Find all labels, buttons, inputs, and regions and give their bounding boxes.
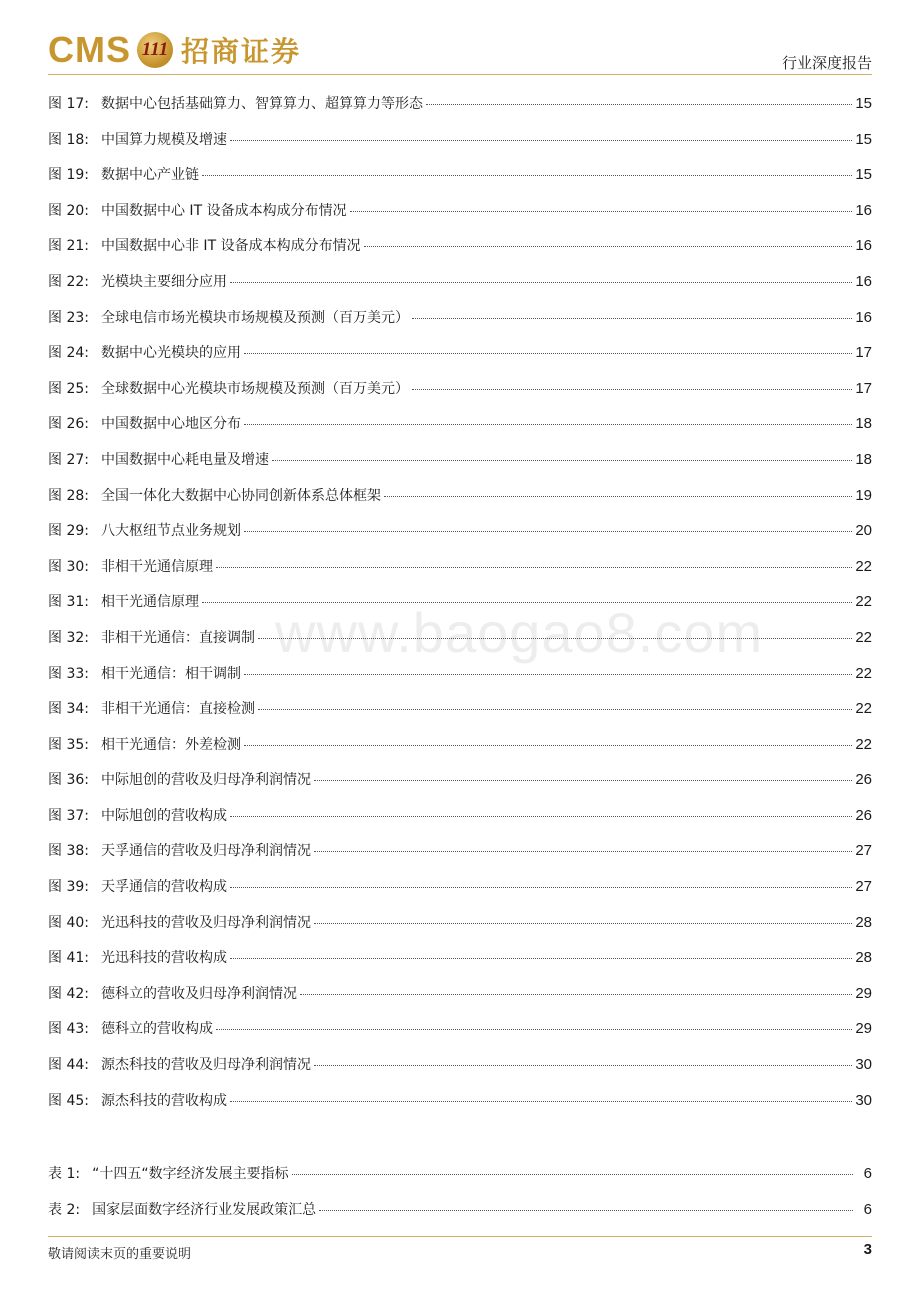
toc-entry[interactable] — [48, 663, 872, 699]
entry-page-number: 19 — [855, 486, 872, 504]
logo-latin-text: CMS — [48, 29, 131, 70]
toc-entry[interactable] — [48, 485, 872, 521]
entry-title: 中国数据中心 IT 设备成本构成分布情况 — [100, 202, 347, 219]
entry-label: 图 19: — [48, 167, 89, 184]
entry-title: “十四五“数字经济发展主要指标 — [92, 1166, 289, 1183]
entry-title: 源杰科技的营收及归母净利润情况 — [100, 1057, 311, 1074]
entry-label: 图 44: — [48, 1057, 89, 1074]
entry-page-number: 22 — [855, 557, 872, 575]
entry-label: 图 42: — [48, 985, 89, 1002]
entry-label: 表 1: — [48, 1166, 81, 1183]
entry-page-number: 18 — [855, 415, 872, 433]
table-of-contents — [48, 93, 872, 1234]
entry-title: 中际旭创的营收构成 — [100, 807, 227, 824]
entry-page-number: 27 — [855, 878, 872, 896]
entry-page-number: 30 — [855, 1056, 872, 1074]
dot-leader — [258, 709, 852, 710]
dot-leader — [364, 246, 853, 247]
entry-page-number: 22 — [855, 735, 872, 753]
dot-leader — [216, 1029, 852, 1030]
entry-title: 中国数据中心非 IT 设备成本构成分布情况 — [100, 238, 361, 255]
dot-leader — [412, 389, 852, 390]
dot-leader — [244, 531, 852, 532]
entry-label: 图 20: — [48, 202, 89, 219]
dot-leader — [319, 1210, 853, 1211]
entry-label: 图 40: — [48, 914, 89, 931]
entry-label: 图 22: — [48, 273, 89, 290]
toc-entry[interactable] — [48, 698, 872, 734]
entry-page-number: 17 — [855, 344, 872, 362]
entry-label: 图 17: — [48, 96, 89, 112]
toc-entry[interactable] — [48, 876, 872, 912]
dot-leader — [216, 567, 852, 568]
entry-label: 图 28: — [48, 487, 89, 504]
entry-page-number: 29 — [855, 984, 872, 1002]
toc-entry[interactable] — [48, 769, 872, 805]
toc-entry[interactable] — [48, 556, 872, 592]
entry-title: 全国一体化大数据中心协同创新体系总体框架 — [100, 487, 381, 504]
toc-entry[interactable] — [48, 129, 872, 165]
dot-leader — [350, 211, 853, 212]
toc-entry[interactable] — [48, 1163, 872, 1199]
dot-leader — [202, 175, 852, 176]
entry-label: 图 25: — [48, 380, 89, 397]
entry-title: 相干光通信：相干调制 — [100, 665, 241, 682]
dot-leader — [292, 1174, 853, 1175]
toc-entry[interactable] — [48, 1090, 872, 1126]
entry-page-number: 22 — [855, 700, 872, 718]
toc-entry[interactable] — [48, 1054, 872, 1090]
toc-entry[interactable] — [48, 378, 872, 414]
entry-title: 源杰科技的营收构成 — [100, 1092, 227, 1109]
table-list — [48, 1163, 872, 1234]
dot-leader — [230, 958, 852, 959]
section-gap — [48, 1125, 872, 1163]
dot-leader — [244, 424, 852, 425]
entry-page-number: 15 — [855, 95, 872, 112]
toc-entry[interactable] — [48, 1199, 872, 1235]
entry-label: 图 24: — [48, 345, 89, 362]
disclaimer-note: 敬请阅读末页的重要说明 — [48, 1247, 192, 1262]
toc-entry[interactable] — [48, 235, 872, 271]
entry-title: 中国算力规模及增速 — [100, 131, 227, 148]
entry-page-number: 16 — [855, 237, 872, 255]
page-footer — [48, 1236, 872, 1262]
entry-title: 全球数据中心光模块市场规模及预测（百万美元） — [100, 380, 409, 397]
entry-title: 数据中心产业链 — [100, 167, 199, 184]
cms-logo — [48, 28, 301, 72]
entry-title: 非相干光通信：直接检测 — [100, 701, 255, 718]
entry-title: 天孚通信的营收及归母净利润情况 — [100, 843, 311, 860]
header-divider — [48, 74, 872, 75]
entry-page-number: 28 — [855, 913, 872, 931]
entry-title: 八大枢纽节点业务规划 — [100, 523, 241, 540]
toc-entry[interactable] — [48, 734, 872, 770]
dot-leader — [314, 923, 852, 924]
dot-leader — [314, 851, 852, 852]
entry-label: 表 2: — [48, 1201, 81, 1218]
entry-page-number: 26 — [855, 771, 872, 789]
entry-label: 图 23: — [48, 309, 89, 326]
entry-title: 光迅科技的营收及归母净利润情况 — [100, 914, 311, 931]
toc-entry[interactable] — [48, 164, 872, 200]
entry-label: 图 38: — [48, 843, 89, 860]
entry-page-number: 27 — [855, 842, 872, 860]
toc-entry[interactable] — [48, 912, 872, 948]
toc-entry[interactable] — [48, 805, 872, 841]
watermark: www.baogao8.com — [275, 601, 764, 664]
dot-leader — [244, 674, 852, 675]
entry-label: 图 34: — [48, 701, 89, 718]
toc-entry[interactable] — [48, 1018, 872, 1054]
entry-title: 数据中心光模块的应用 — [100, 345, 241, 362]
page-number: 3 — [863, 1241, 872, 1258]
entry-title: 非相干光通信原理 — [100, 558, 213, 575]
entry-label: 图 18: — [48, 131, 89, 148]
entry-label: 图 33: — [48, 665, 89, 682]
entry-page-number: 15 — [855, 166, 872, 184]
entry-label: 图 45: — [48, 1092, 89, 1109]
toc-entry[interactable] — [48, 271, 872, 307]
entry-label: 图 43: — [48, 1021, 89, 1038]
toc-entry[interactable] — [48, 307, 872, 343]
dot-leader — [300, 994, 852, 995]
entry-title: 相干光通信：外差检测 — [100, 736, 241, 753]
dot-leader — [272, 460, 852, 461]
dot-leader — [258, 638, 852, 639]
entry-label: 图 36: — [48, 772, 89, 789]
entry-label: 图 27: — [48, 451, 89, 468]
toc-entry[interactable] — [48, 413, 872, 449]
entry-page-number: 22 — [855, 593, 872, 611]
toc-entry[interactable] — [48, 840, 872, 876]
entry-title: 全球电信市场光模块市场规模及预测（百万美元） — [100, 309, 409, 326]
logo-badge-icon: 111 — [137, 32, 173, 68]
toc-entry[interactable] — [48, 342, 872, 378]
toc-entry[interactable] — [48, 591, 872, 627]
entry-page-number: 28 — [855, 949, 872, 967]
entry-title: 中国数据中心地区分布 — [100, 416, 241, 433]
entry-label: 图 35: — [48, 736, 89, 753]
entry-label: 图 32: — [48, 629, 89, 646]
toc-entry[interactable] — [48, 520, 872, 556]
page-header — [48, 28, 872, 76]
entry-label: 图 30: — [48, 558, 89, 575]
figure-list — [48, 93, 872, 1125]
logo-chinese-text: 招商证券 — [181, 35, 302, 68]
dot-leader — [230, 816, 852, 817]
entry-page-number: 6 — [863, 1165, 872, 1183]
entry-title: 非相干光通信：直接调制 — [100, 629, 255, 646]
entry-page-number: 16 — [855, 201, 872, 219]
entry-label: 图 21: — [48, 238, 89, 255]
entry-page-number: 30 — [855, 1091, 872, 1109]
dot-leader — [412, 318, 852, 319]
entry-title: 光迅科技的营收构成 — [100, 950, 227, 967]
entry-page-number: 6 — [863, 1200, 872, 1218]
toc-entry[interactable] — [48, 947, 872, 983]
dot-leader — [202, 602, 852, 603]
dot-leader — [230, 282, 852, 283]
entry-title: 相干光通信原理 — [100, 594, 199, 611]
entry-label: 图 29: — [48, 523, 89, 540]
entry-title: 数据中心包括基础算力、智算算力、超算算力等形态 — [100, 96, 423, 112]
entry-label: 图 41: — [48, 950, 89, 967]
toc-entry[interactable] — [48, 200, 872, 236]
entry-title: 中际旭创的营收及归母净利润情况 — [100, 772, 311, 789]
entry-page-number: 15 — [855, 130, 872, 148]
entry-title: 国家层面数字经济行业发展政策汇总 — [92, 1201, 317, 1218]
entry-page-number: 16 — [855, 272, 872, 290]
entry-label: 图 26: — [48, 416, 89, 433]
dot-leader — [230, 1101, 852, 1102]
entry-page-number: 29 — [855, 1020, 872, 1038]
entry-page-number: 26 — [855, 806, 872, 824]
toc-entry[interactable] — [48, 449, 872, 485]
entry-page-number: 22 — [855, 664, 872, 682]
toc-entry[interactable] — [48, 93, 872, 129]
entry-label: 图 31: — [48, 594, 89, 611]
entry-page-number: 22 — [855, 628, 872, 646]
entry-title: 光模块主要细分应用 — [100, 273, 227, 290]
dot-leader — [314, 1065, 852, 1066]
entry-label: 图 39: — [48, 879, 89, 896]
document-type: 行业深度报告 — [781, 54, 872, 72]
dot-leader — [384, 496, 852, 497]
dot-leader — [426, 104, 852, 105]
dot-leader — [230, 887, 852, 888]
entry-label: 图 37: — [48, 807, 89, 824]
entry-page-number: 18 — [855, 450, 872, 468]
entry-page-number: 17 — [855, 379, 872, 397]
entry-title: 德科立的营收及归母净利润情况 — [100, 985, 297, 1002]
dot-leader — [244, 745, 852, 746]
entry-page-number: 20 — [855, 522, 872, 540]
entry-title: 中国数据中心耗电量及增速 — [100, 451, 269, 468]
entry-title: 德科立的营收构成 — [100, 1021, 213, 1038]
dot-leader — [230, 140, 852, 141]
dot-leader — [244, 353, 852, 354]
dot-leader — [314, 780, 852, 781]
entry-title: 天孚通信的营收构成 — [100, 879, 227, 896]
toc-entry[interactable] — [48, 983, 872, 1019]
toc-entry[interactable] — [48, 627, 872, 663]
entry-page-number: 16 — [855, 308, 872, 326]
